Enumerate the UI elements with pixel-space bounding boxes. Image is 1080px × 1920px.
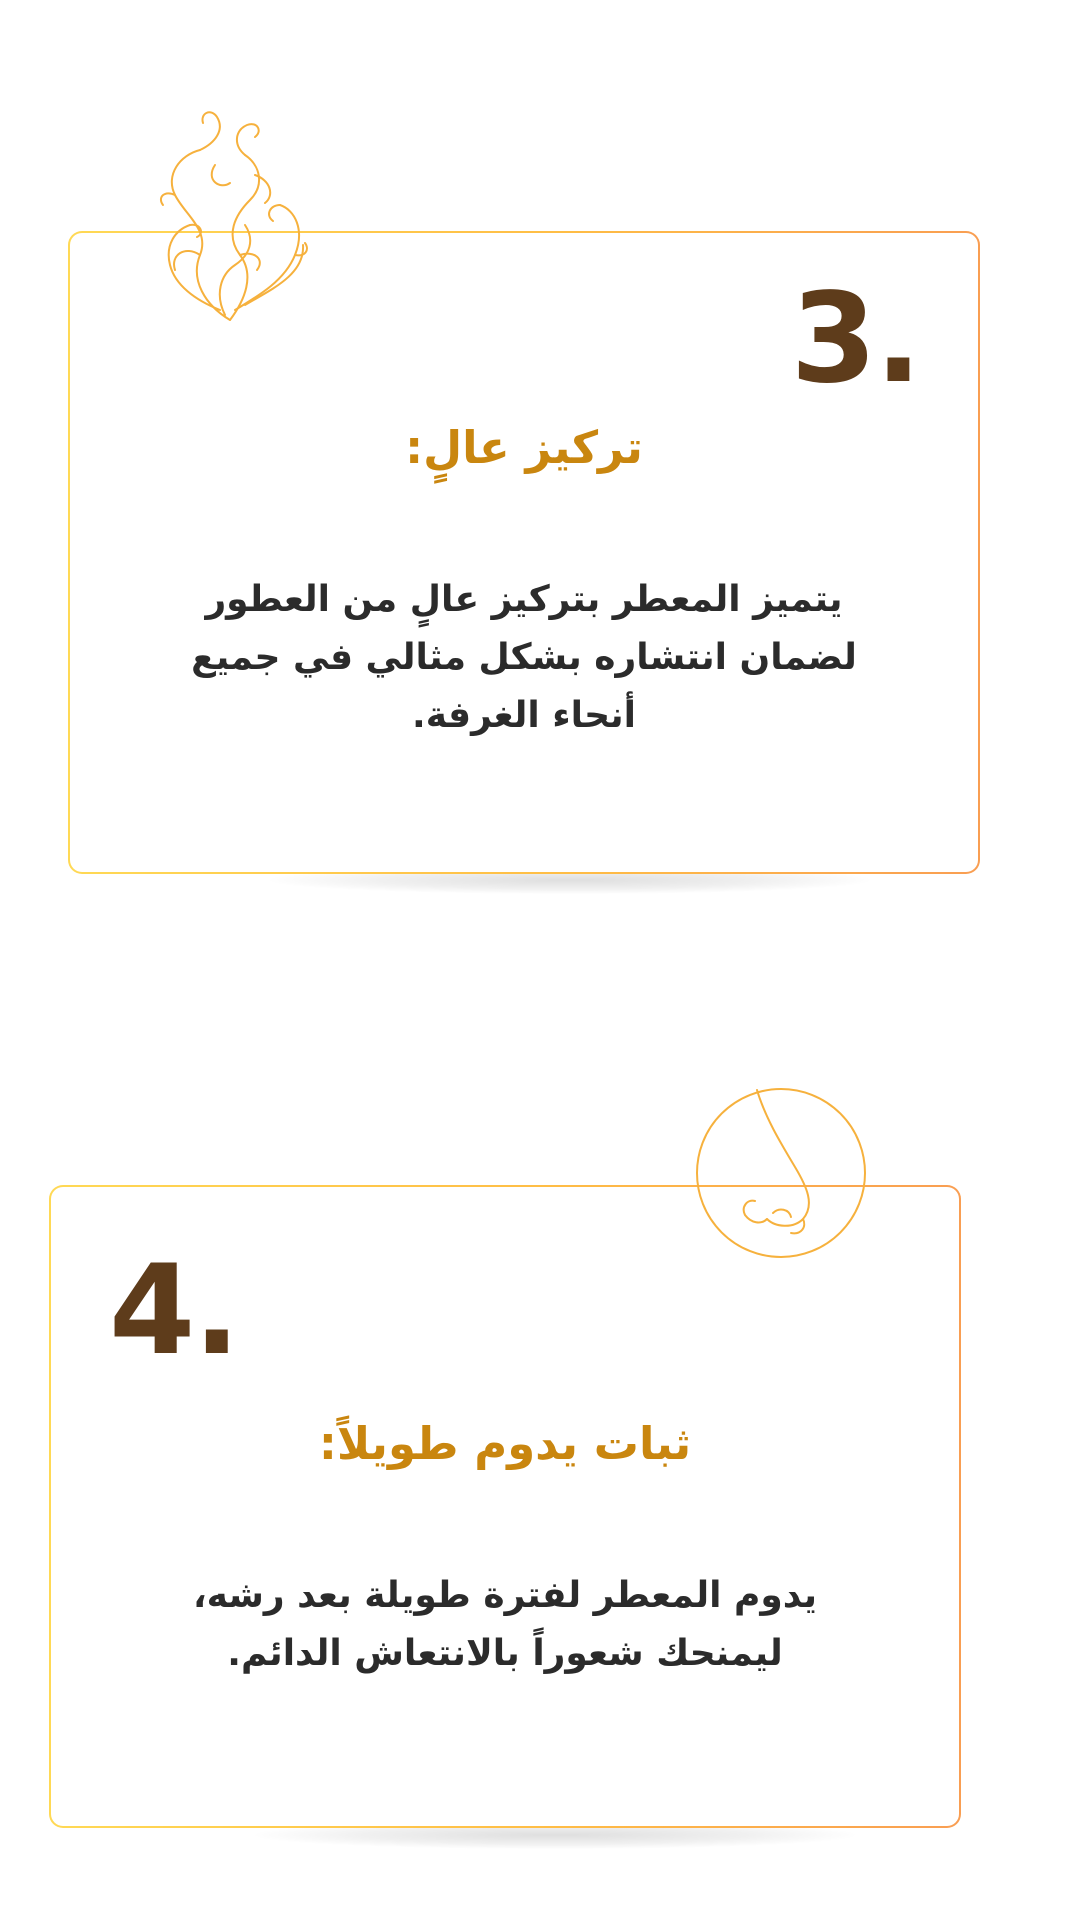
card-description	[51, 1567, 959, 1683]
smoke-icon	[145, 105, 315, 327]
card-number: 3.	[790, 267, 920, 411]
card-description	[70, 571, 978, 745]
card-title: ثبات يدوم طويلاً:	[318, 1417, 692, 1470]
card-description-line: ليمنحك شعوراً بالانتعاش الدائم.	[227, 1633, 783, 1674]
card-description-line: يتميز المعطر بتركيز عالٍ من العطور	[205, 579, 843, 620]
card-description-line: أنحاء الغرفة.	[412, 695, 636, 736]
card-number: 4.	[109, 1239, 239, 1383]
card-title: تركيز عالٍ:	[405, 421, 643, 474]
card-description-line: لضمان انتشاره بشكل مثالي في جميع	[191, 637, 857, 678]
nose-icon	[695, 1087, 867, 1259]
feature-card-long-lasting	[49, 1185, 961, 1828]
feature-card-high-concentration	[68, 231, 980, 874]
card-description-line: يدوم المعطر لفترة طويلة بعد رشه،	[192, 1575, 818, 1616]
